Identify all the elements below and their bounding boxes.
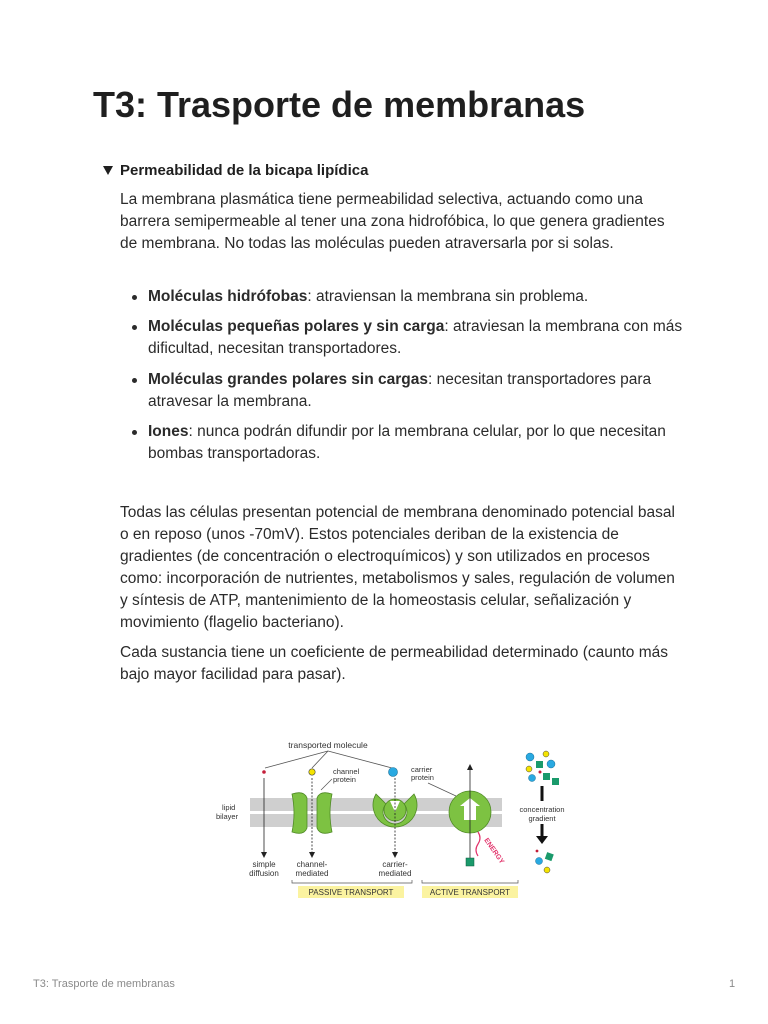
arrowhead xyxy=(261,852,267,858)
label-carrier-mediated: carrier- xyxy=(382,860,408,869)
gradient-arrowhead-icon xyxy=(536,836,548,844)
bullet-term: Moléculas pequeñas polares y sin carga xyxy=(148,318,445,335)
molecule-cluster-icon xyxy=(539,771,542,774)
transport-figure xyxy=(216,728,590,908)
section-toggle-label: Permeabilidad de la bicapa lipídica xyxy=(120,162,369,179)
toggle-triangle-icon[interactable] xyxy=(103,166,113,175)
label-energy: ENERGY xyxy=(482,837,506,866)
transported-square-icon xyxy=(466,858,474,866)
molecule-cluster-icon xyxy=(543,751,549,757)
molecule-cluster-icon xyxy=(536,850,539,853)
label-channel-mediated: channel- xyxy=(296,860,328,869)
list-item xyxy=(120,369,685,413)
transport-diagram xyxy=(216,728,590,908)
small-molecule-icon xyxy=(309,769,315,775)
leader-line xyxy=(321,779,332,790)
intro-paragraph: La membrana plasmática tiene permeabilidad selectiva, actuando como una barrera semipermeable al tener una zona hidrofóbica, lo que genera gradientes de membrana. No todas las moléculas pueden atraversarla por si solas. xyxy=(120,191,665,252)
potential-paragraph: Todas las células presentan potencial de membrana denominado potencial basal o en reposo (unos -70mV). Estos potenciales deriban de la existencia de gradientes (de concentración o electroquímicos) y son utilizados en procesos como: incorporación de nutrientes, metabolismos y sales, regulación de volumen y síntesis de ATP, mantenimiento de la homeostasis celular, señalización y movimiento (flagelio bacteriano). xyxy=(120,504,675,631)
footer-doc-title: T3: Trasporte de membranas xyxy=(33,978,175,990)
ion-dot xyxy=(262,770,266,774)
bullet-text: : necesitan transportadores para atravesar la membrana. xyxy=(148,371,652,410)
arrowhead xyxy=(309,852,315,858)
label-channel-protein: protein xyxy=(333,775,356,784)
label-carrier-protein: protein xyxy=(411,773,434,782)
label-channel: channel xyxy=(333,767,360,776)
label-concentration: concentration xyxy=(519,805,565,814)
label-mediated-2: mediated xyxy=(378,869,412,878)
molecule-cluster-icon xyxy=(529,775,536,782)
label-simple: simple xyxy=(252,860,276,869)
molecule-cluster-icon xyxy=(544,867,550,873)
label-transported-molecule: transported molecule xyxy=(288,740,368,750)
list-item xyxy=(120,286,685,308)
label-bilayer: bilayer xyxy=(216,812,239,821)
molecule-cluster-icon xyxy=(536,858,543,865)
bullet-text: : atraviesan la membrana con más dificultad, necesitan transportadores. xyxy=(148,318,683,357)
footer-page-number: 1 xyxy=(729,978,736,990)
label-passive-transport: PASSIVE TRANSPORT xyxy=(308,888,394,897)
channel-protein-left xyxy=(292,793,307,834)
molecule-cluster-icon xyxy=(526,753,534,761)
arrowhead xyxy=(392,852,398,858)
permeability-paragraph: Cada sustancia tiene un coeficiente de permeabilidad determinado (caunto más bajo mayor facilidad para pasar). xyxy=(120,644,669,683)
large-molecule-icon xyxy=(389,768,398,777)
bullet-text: : atraviensan la membrana sin problema. xyxy=(307,288,589,305)
bullet-term: Moléculas grandes polares sin cargas xyxy=(148,371,428,388)
molecule-cluster-icon xyxy=(552,778,559,785)
molecule-cluster-icon xyxy=(543,773,550,780)
bullet-term: Iones xyxy=(148,423,189,440)
bullet-text: : nunca podrán difundir por la membrana celular, por lo que necesitan bombas transportadoras. xyxy=(148,423,666,462)
bullet-list xyxy=(120,286,685,465)
molecule-cluster-icon xyxy=(536,761,543,768)
list-item xyxy=(120,316,685,360)
label-mediated: mediated xyxy=(295,869,329,878)
leader-line xyxy=(428,783,456,796)
molecule-cluster-icon xyxy=(545,852,554,861)
molecule-cluster-icon xyxy=(526,766,532,772)
page-title: T3: Trasporte de membranas xyxy=(93,84,586,125)
energy-squiggle-icon xyxy=(476,832,480,856)
label-gradient: gradient xyxy=(528,814,556,823)
channel-protein-right xyxy=(317,793,332,834)
label-diffusion: diffusion xyxy=(249,869,279,878)
label-lipid: lipid xyxy=(222,803,236,812)
label-carrier: carrier xyxy=(411,765,433,774)
arrowhead xyxy=(467,764,473,770)
bullet-term: Moléculas hidrófobas xyxy=(148,288,308,305)
label-active-transport: ACTIVE TRANSPORT xyxy=(429,888,511,897)
molecule-cluster-icon xyxy=(547,760,555,768)
leader-line xyxy=(265,751,328,768)
leader-line xyxy=(328,751,392,768)
section-body xyxy=(120,189,685,255)
potential-block xyxy=(120,502,685,686)
section-toggle[interactable] xyxy=(103,162,368,179)
active-bracket xyxy=(422,880,518,883)
list-item xyxy=(120,421,685,465)
passive-bracket xyxy=(292,880,412,883)
